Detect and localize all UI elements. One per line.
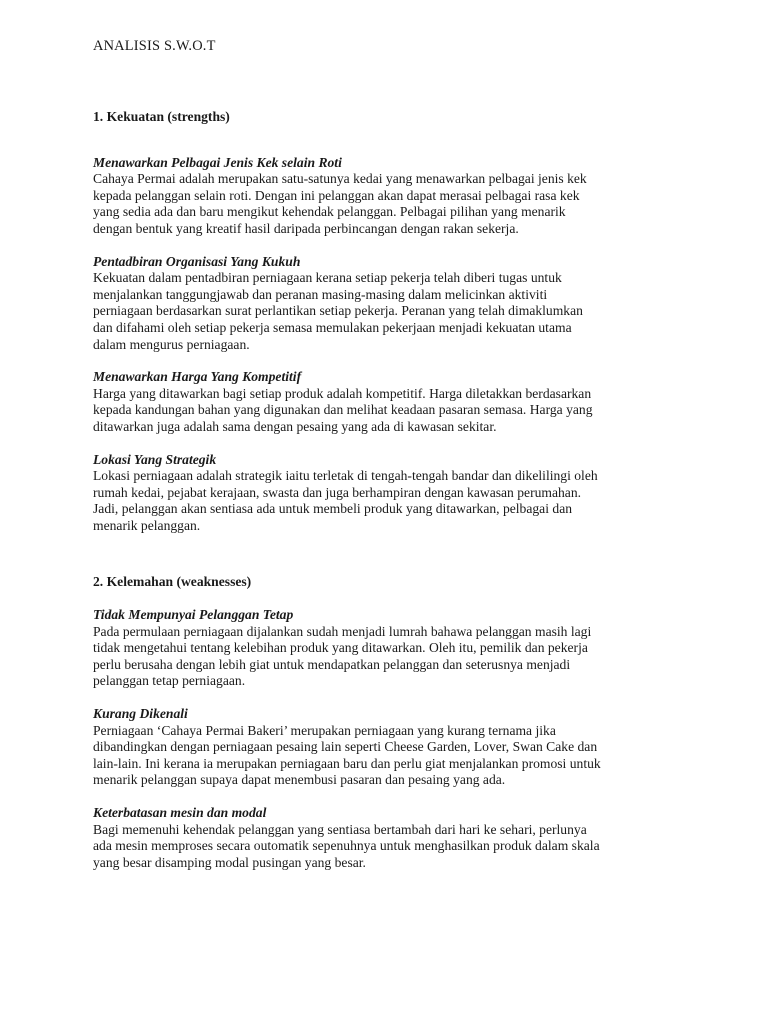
- document-page: [93, 38, 693, 871]
- text-line: dengan bentuk yang kreatif hasil daripada perbincangan dengan rakan sekerja.: [93, 220, 519, 236]
- item-paragraph: [93, 468, 693, 534]
- text-line: Perniagaan ‘Cahaya Permai Bakeri’ merupakan perniagaan yang kurang ternama jika: [93, 722, 556, 738]
- section-strengths: [93, 109, 693, 534]
- document-title: ANALISIS S.W.O.T: [93, 38, 216, 54]
- item-subheading: Keterbatasan mesin dan modal: [93, 805, 267, 820]
- strength-item: [93, 155, 693, 238]
- strength-item: [93, 369, 693, 435]
- text-line: Cahaya Permai adalah merupakan satu-satunya kedai yang menawarkan pelbagai jenis kek: [93, 171, 587, 187]
- text-line: pelanggan tetap perniagaan.: [93, 673, 246, 689]
- text-line: menarik pelanggan supaya dapat menembusi pasaran dan pesaing yang ada.: [93, 772, 506, 788]
- text-line: ditawarkan juga adalah sama dengan pesaing yang ada di kawasan sekitar.: [93, 418, 497, 434]
- item-paragraph: [93, 723, 693, 789]
- item-paragraph: [93, 386, 693, 436]
- text-line: menarik pelanggan.: [93, 517, 201, 533]
- item-paragraph: [93, 822, 693, 872]
- section-heading: 1. Kekuatan (strengths): [93, 109, 230, 124]
- text-line: Lokasi perniagaan adalah strategik iaitu terletak di tengah-tengah bandar dan dikelilingi oleh: [93, 468, 598, 484]
- item-paragraph: [93, 171, 693, 237]
- item-subheading: Menawarkan Harga Yang Kompetitif: [93, 369, 302, 385]
- text-line: kepada pelanggan selain roti. Dengan ini pelanggan akan dapat merasai pelbagai rasa kek: [93, 187, 580, 203]
- text-line: lain-lain. Ini kerana ia merupakan perniagaan baru dan perlu giat menjalankan promosi untuk: [93, 755, 601, 771]
- text-line: dalam mengurus perniagaan.: [93, 336, 250, 352]
- text-line: Harga yang ditawarkan bagi setiap produk adalah kompetitif. Harga diletakkan berdasarkan: [93, 385, 592, 401]
- item-subheading: Menawarkan Pelbagai Jenis Kek selain Roti: [93, 154, 342, 170]
- item-subheading: Pentadbiran Organisasi Yang Kukuh: [93, 253, 301, 269]
- item-subheading: Tidak Mempunyai Pelanggan Tetap: [93, 607, 294, 623]
- text-line: tidak mengetahui tentang kelebihan produk yang ditawarkan. Oleh itu, pemilik dan pekerja: [93, 640, 588, 656]
- text-line: dan difahami oleh setiap pekerja semasa memulakan pekerjaan menjadi kekuatan utama: [93, 319, 572, 335]
- text-line: perlu berusaha dengan lebih giat untuk mendapatkan pelanggan dan seterusnya menjadi: [93, 656, 571, 672]
- strength-item: [93, 254, 693, 354]
- text-line: Pada permulaan perniagaan dijalankan sudah menjadi lumrah bahawa pelanggan masih lagi: [93, 623, 592, 639]
- text-line: rumah kedai, pejabat kerajaan, swasta dan juga berhampiran dengan kawasan perumahan.: [93, 484, 582, 500]
- text-line: Jadi, pelanggan akan sentiasa ada untuk membeli produk yang ditawarkan, pelbagai dan: [93, 501, 573, 517]
- text-line: yang sedia ada dan baru mengikut kehendak pelanggan. Pelbagai pilihan yang menarik: [93, 204, 566, 220]
- text-line: Bagi memenuhi kehendak pelanggan yang sentiasa bertambah dari hari ke sehari, perlunya: [93, 821, 587, 837]
- weakness-item: [93, 706, 693, 789]
- text-line: ada mesin memproses secara outomatik sepenuhnya untuk menghasilkan produk dalam skala: [93, 838, 600, 854]
- weakness-item: [93, 805, 693, 871]
- text-line: menjalankan tanggungjawab dan peranan masing-masing dalam melicinkan aktiviti: [93, 286, 548, 302]
- item-paragraph: [93, 270, 693, 353]
- text-line: Kekuatan dalam pentadbiran perniagaan kerana setiap pekerja telah diberi tugas untuk: [93, 270, 562, 286]
- item-paragraph: [93, 624, 693, 690]
- text-line: perniagaan berdasarkan surat perlantikan setiap pekerja. Peranan yang telah dimaklumkan: [93, 303, 583, 319]
- text-line: dibandingkan dengan perniagaan pesaing lain seperti Cheese Garden, Lover, Swan Cake dan: [93, 739, 598, 755]
- section-heading: 2. Kelemahan (weaknesses): [93, 574, 252, 590]
- text-line: kepada kandungan bahan yang digunakan dan melihat keadaan pasaran semasa. Harga yang: [93, 402, 593, 418]
- item-subheading: Lokasi Yang Strategik: [93, 451, 217, 467]
- item-subheading: Kurang Dikenali: [93, 706, 188, 722]
- text-line: yang besar disamping modal pusingan yang besar.: [93, 854, 366, 870]
- section-weaknesses: [93, 574, 693, 871]
- weakness-item: [93, 607, 693, 690]
- strength-item: [93, 452, 693, 535]
